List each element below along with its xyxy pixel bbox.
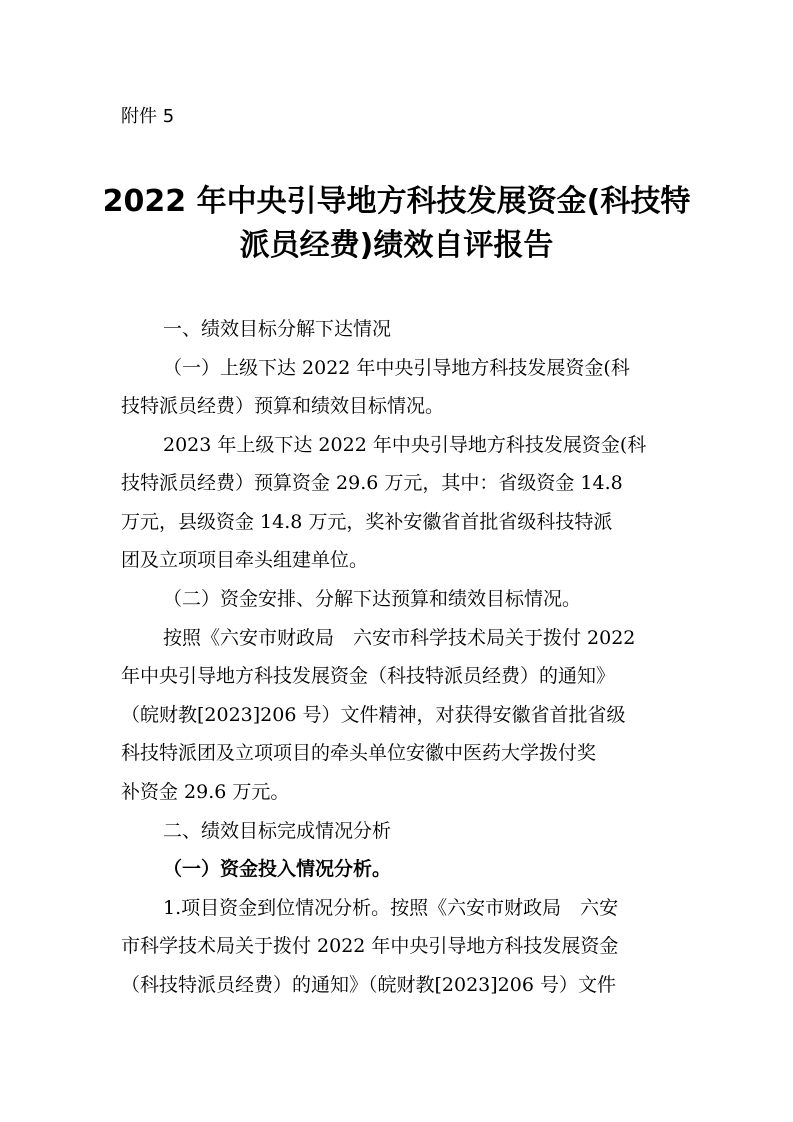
document-title-line-2: 派员经费)绩效自评报告 xyxy=(239,228,554,263)
document-title-line-1: 2022 年中央引导地方科技发展资金(科技特 xyxy=(102,184,691,219)
section-heading-2: 二、绩效目标完成情况分析 xyxy=(163,820,392,842)
paragraph-line: 市科学技术局关于拨付 2022 年中央引导地方科技发展资金 xyxy=(121,935,619,957)
subsection-heading-1-2: （二）资金安排、分解下达预算和绩效目标情况。 xyxy=(163,588,582,610)
subsection-heading-1-1: （一）上级下达 2022 年中央引导地方科技发展资金(科 xyxy=(163,357,630,379)
paragraph-line: 年中央引导地方科技发展资金（科技特派员经费）的通知》 xyxy=(121,665,616,687)
paragraph-line: 科技特派团及立项项目的牵头单位安徽中医药大学拨付奖 xyxy=(121,742,597,764)
paragraph-line: 按照《六安市财政局 六安市科学技术局关于拨付 2022 xyxy=(163,627,636,649)
paragraph-line: 技特派员经费）预算资金 29.6 万元，其中：省级资金 14.8 xyxy=(121,472,623,494)
section-heading-1: 一、绩效目标分解下达情况 xyxy=(163,318,392,340)
paragraph-line: 万元，县级资金 14.8 万元，奖补安徽省首批省级科技特派 xyxy=(121,511,613,533)
subsection-heading-2-1: （一）资金投入情况分析。 xyxy=(163,858,392,880)
paragraph-line: 1.项目资金到位情况分析。按照《六安市财政局 六安 xyxy=(163,897,619,919)
paragraph-line: 技特派员经费）预算和绩效目标情况。 xyxy=(121,395,445,417)
paragraph-line: 2023 年上级下达 2022 年中央引导地方科技发展资金(科 xyxy=(163,434,647,456)
paragraph-line: 补资金 29.6 万元。 xyxy=(121,781,290,803)
paragraph-line: （科技特派员经费）的通知》（皖财教[2023]206 号）文件 xyxy=(121,974,616,996)
attachment-label: 附件 5 xyxy=(121,106,175,127)
paragraph-line: 团及立项项目牵头组建单位。 xyxy=(121,549,369,571)
paragraph-line: （皖财教[2023]206 号）文件精神，对获得安徽省首批省级 xyxy=(121,704,626,726)
